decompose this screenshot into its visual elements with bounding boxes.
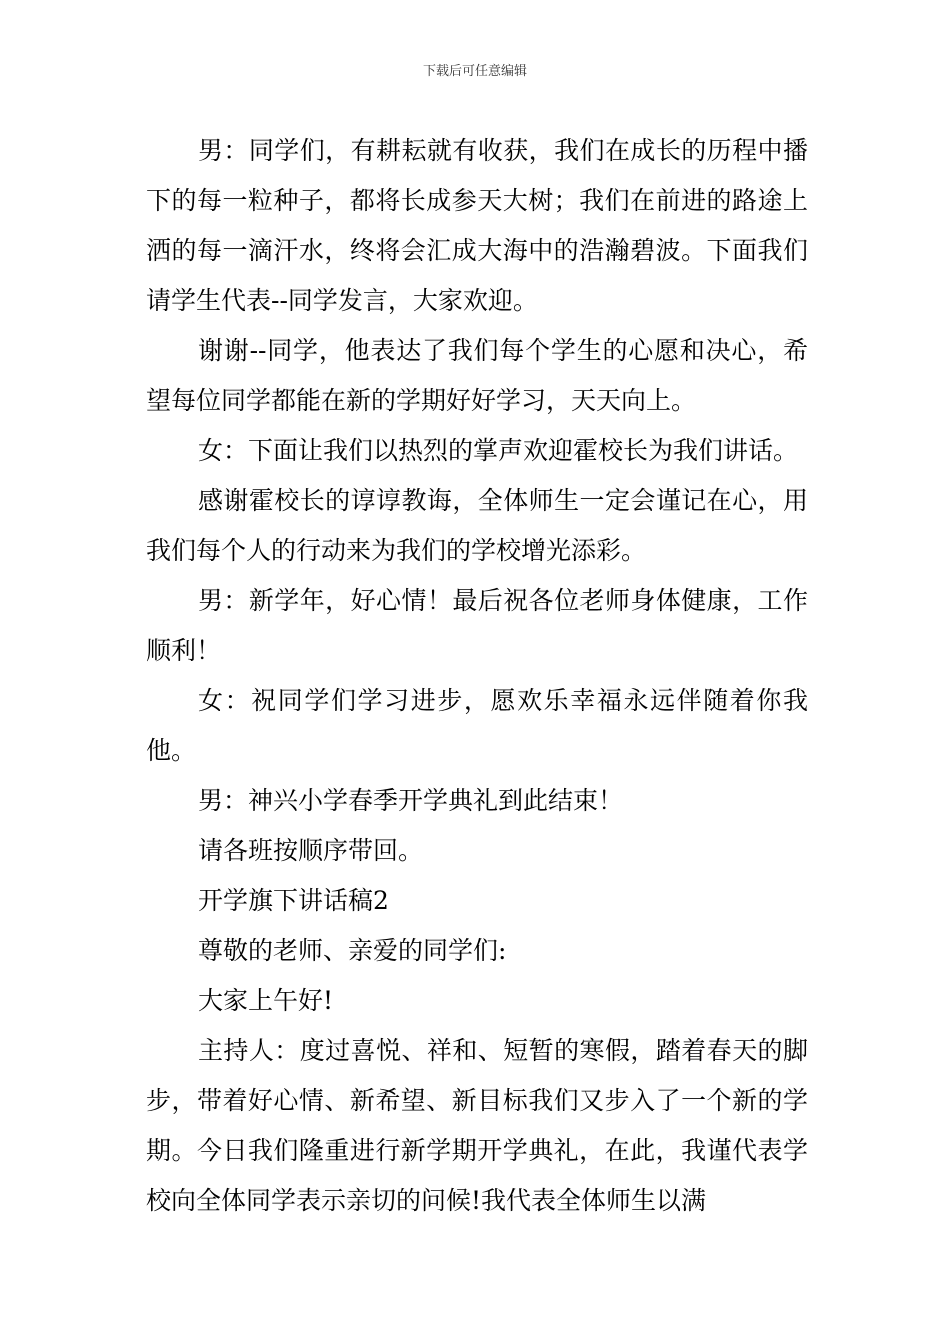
salutation: 尊敬的老师、亲爱的同学们: [198,936,507,965]
greeting: 大家上午好! [198,986,334,1015]
paragraph-1: 男：同学们，有耕耘就有收获，我们在成长的历程中播下的每一粒种子，都将长成参天大树；我们在前进的路途上洒的每一滴汗水，终将会汇成大海中的浩瀚碧波。下面我们请学生代表--同学发言，大家欢迎。 [146,136,808,315]
section-heading: 开学旗下讲话稿2 [198,886,389,915]
paragraph-7: 男：神兴小学春季开学典礼到此结束！ [198,786,624,815]
paragraph-2: 谢谢--同学，他表达了我们每个学生的心愿和决心，希望每位同学都能在新的学期好好学习，天天向上。 [146,336,808,415]
paragraph-3: 女：下面让我们以热烈的掌声欢迎霍校长为我们讲话。 [198,436,799,465]
document-body [146,126,808,1226]
paragraph-12: 主持人：度过喜悦、祥和、短暂的寒假，踏着春天的脚步，带着好心情、新希望、新目标我们又步入了一个新的学期。今日我们隆重进行新学期开学典礼，在此，我谨代表学校向全体同学表示亲切的问候!我代表全体师生以满 [146,1036,808,1215]
paragraph-4: 感谢霍校长的谆谆教诲，全体师生一定会谨记在心，用我们每个人的行动来为我们的学校增光添彩。 [146,486,808,565]
paragraph-5: 男：新学年，好心情！最后祝各位老师身体健康，工作顺利！ [146,586,808,665]
paragraph-6: 女：祝同学们学习进步，愿欢乐幸福永远伴随着你我他。 [146,686,808,765]
page-header: 下载后可任意编辑 [422,64,527,79]
paragraph-8: 请各班按顺序带回。 [198,836,424,865]
